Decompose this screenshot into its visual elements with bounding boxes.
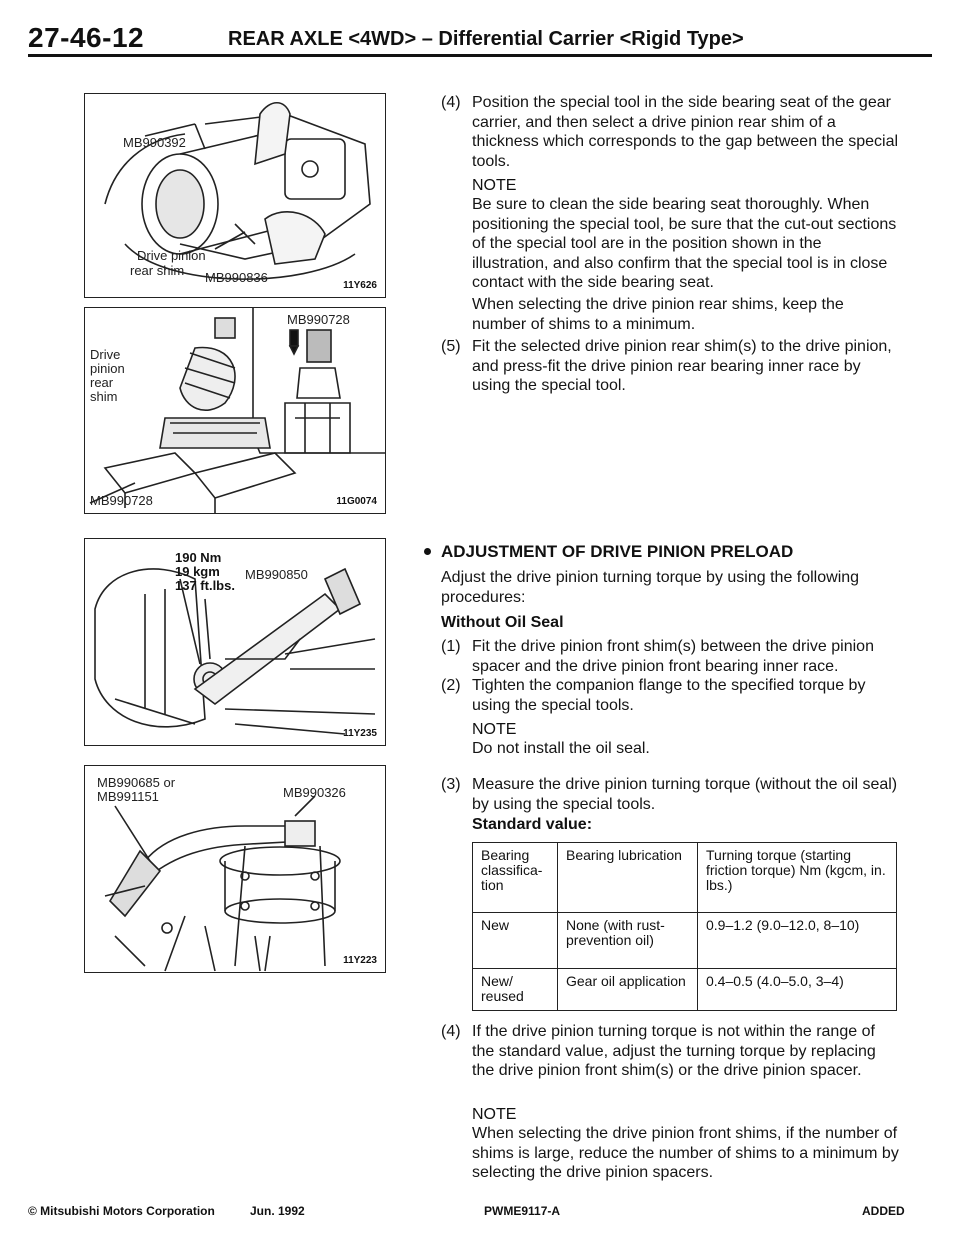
- tool-label-mb990850: MB990850: [245, 567, 308, 582]
- figure-press-fit-bearing: [84, 307, 386, 514]
- table-cell: New/ reused: [473, 969, 558, 1011]
- label-line-shim: shim: [90, 389, 118, 404]
- page-number: 27-46-12: [28, 22, 145, 53]
- table-header-cell: Bearing classifica-tion: [473, 843, 558, 913]
- table-cell: 0.4–0.5 (4.0–5.0, 3–4): [698, 969, 897, 1011]
- step-text: Measure the drive pinion turning torque (without the oil seal) by using the special tools.: [472, 776, 898, 813]
- step-number: (4): [441, 1023, 461, 1040]
- table-cell: Gear oil application: [558, 969, 698, 1011]
- standard-value-table: [472, 842, 897, 1011]
- step-number: (2): [441, 677, 461, 694]
- step-text: If the drive pinion turning torque is not within the range of the standard value, adjust the turning torque by replacing the drive pinion front shim(s) or the drive pinion spacer.: [472, 1023, 876, 1079]
- drive-pinion-label: Drive pinion: [137, 248, 206, 263]
- torque-kgm: 19 kgm: [175, 564, 220, 579]
- note-text: When selecting the drive pinion front shims, if the number of shims is large, reduce the number of shims to a minimum by selecting the drive pinion spacers.: [472, 1125, 899, 1181]
- figure-code: 11G0074: [336, 496, 377, 507]
- tool-label-mb990836: MB990836: [205, 270, 268, 285]
- step-text: Tighten the companion flange to the specified torque by using the special tools.: [472, 677, 866, 714]
- section-bullet: [424, 548, 431, 555]
- figure-code: 11Y223: [343, 955, 377, 966]
- step-text: Fit the selected drive pinion rear shim(s) to the drive pinion, and press-fit the drive pinion rear bearing inner race by using the special tool.: [472, 338, 892, 394]
- torque-nm: 190 Nm: [175, 550, 222, 565]
- section-intro: Adjust the drive pinion turning torque by using the following procedures:: [441, 569, 860, 606]
- page-title: REAR AXLE <4WD> – Differential Carrier <Rigid Type>: [228, 28, 744, 50]
- label-line-pinion: pinion: [90, 361, 125, 376]
- table-header-row: [473, 843, 897, 913]
- table-cell: None (with rust-prevention oil): [558, 913, 698, 969]
- tool-label-mb990685: [97, 776, 175, 804]
- label-line-rear: rear: [90, 375, 114, 390]
- standard-value-label: Standard value:: [472, 816, 593, 833]
- figure-code: 11Y626: [343, 280, 377, 291]
- table-row: [473, 969, 897, 1011]
- figure-companion-flange-torque: [84, 538, 386, 746]
- table-row: [473, 913, 897, 969]
- step-number: (1): [441, 638, 461, 655]
- note-heading: NOTE: [472, 1106, 517, 1123]
- step-text: Fit the drive pinion front shim(s) between the drive pinion spacer and the drive pinion front bearing inner race.: [472, 638, 874, 675]
- table-header-cell: Turning torque (starting friction torque) Nm (kgcm, in. lbs.): [698, 843, 897, 913]
- tool-label-mb990728-top: MB990728: [287, 312, 350, 327]
- note-heading: NOTE: [472, 721, 517, 738]
- step-number: (4): [441, 94, 461, 111]
- note-heading: NOTE: [472, 177, 517, 194]
- step-number: (3): [441, 776, 461, 793]
- figure-turning-torque-measure: [84, 765, 386, 973]
- note-text: Do not install the oil seal.: [472, 740, 650, 757]
- section-heading: ADJUSTMENT OF DRIVE PINION PRELOAD: [441, 542, 794, 561]
- tool-label-mb990326: MB990326: [283, 785, 346, 800]
- tool-mb991151: MB991151: [97, 789, 159, 804]
- tool-label-mb990728-bottom: MB990728: [90, 493, 153, 508]
- page-header: [28, 14, 932, 57]
- tool-label-mb990392: MB990392: [123, 135, 186, 150]
- press-fit-bearing-illustration: [85, 308, 385, 513]
- subheading-without-oil-seal: Without Oil Seal: [441, 614, 564, 631]
- figure-pinion-shim-gauge: [84, 93, 386, 298]
- rear-shim-label: rear shim: [130, 263, 185, 278]
- footer-doc-code: PWME9117-A: [484, 1204, 561, 1218]
- note-text: Be sure to clean the side bearing seat thoroughly. When positioning the special tool, be sure that the cut-out sections of the special tool are in the position shown in the illustration, and also confirm that the special tool is in close contact with the side bearing seat.: [472, 196, 897, 291]
- torque-spec: [175, 551, 235, 593]
- footer-date: Jun. 1992: [250, 1204, 305, 1218]
- footer-status: ADDED: [862, 1204, 905, 1218]
- step-text: Position the special tool in the side bearing seat of the gear carrier, and then select a drive pinion rear shim of a thickness which corresponds to the gap between the special tools.: [472, 94, 899, 170]
- note-text-2: When selecting the drive pinion rear shims, keep the number of shims to a minimum.: [472, 296, 844, 333]
- tool-mb990685-or: MB990685 or: [97, 775, 176, 790]
- table-cell: New: [473, 913, 558, 969]
- footer-copyright: © Mitsubishi Motors Corporation: [28, 1204, 215, 1218]
- figure-code: 11Y235: [343, 728, 377, 739]
- torque-ftlbs: 137 ft.lbs.: [175, 578, 235, 593]
- companion-flange-torque-illustration: [85, 539, 385, 745]
- table-cell: 0.9–1.2 (9.0–12.0, 8–10): [698, 913, 897, 969]
- step-number: (5): [441, 338, 461, 355]
- drive-pinion-rear-shim-label: [90, 348, 125, 404]
- label-line-drive: Drive: [90, 347, 121, 362]
- table-header-cell: Bearing lubrication: [558, 843, 698, 913]
